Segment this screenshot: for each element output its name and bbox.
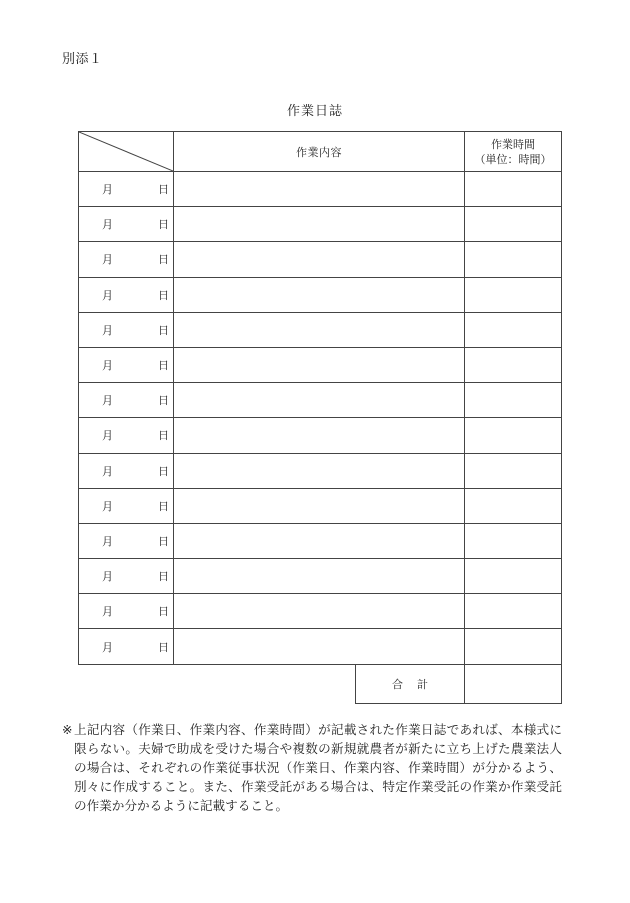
day-label: 日 xyxy=(158,534,169,548)
date-cell[interactable] xyxy=(79,488,174,523)
date-cell[interactable] xyxy=(79,242,174,277)
date-cell[interactable] xyxy=(79,277,174,312)
month-label: 月 xyxy=(102,359,113,373)
work-content-cell[interactable] xyxy=(174,277,465,312)
work-content-cell[interactable] xyxy=(174,594,465,629)
header-hours-unit: （単位：時間） xyxy=(474,152,552,166)
work-hours-cell[interactable] xyxy=(465,207,562,242)
diagonal-corner-cell xyxy=(79,132,174,172)
table-row xyxy=(79,418,562,453)
date-cell[interactable] xyxy=(79,383,174,418)
month-label: 月 xyxy=(102,570,113,584)
table-row xyxy=(79,172,562,207)
table-row xyxy=(79,488,562,523)
table-row xyxy=(79,312,562,347)
work-hours-cell[interactable] xyxy=(465,488,562,523)
note-text: 上記内容（作業日、作業内容、作業時間）が記載された作業日誌であれば、本様式に限らない。夫婦で助成を受けた場合や複数の新規就農者が新たに立ち上げた農業法人の場合は、それぞれの作業従事状況（作業日、作業内容、作業時間）が分かるよう、別々に作成すること。また、作業受託がある場合は、特定作業受託の作業か作業受託の作業か分かるように記載すること。 xyxy=(74,722,562,813)
month-label: 月 xyxy=(102,464,113,478)
work-hours-cell[interactable] xyxy=(465,453,562,488)
day-label: 日 xyxy=(158,464,169,478)
month-label: 月 xyxy=(102,183,113,197)
work-hours-cell[interactable] xyxy=(465,418,562,453)
work-hours-cell[interactable] xyxy=(465,312,562,347)
table-row xyxy=(79,559,562,594)
work-content-cell[interactable] xyxy=(174,523,465,558)
work-hours-cell[interactable] xyxy=(465,347,562,382)
month-label: 月 xyxy=(102,499,113,513)
month-label: 月 xyxy=(102,640,113,654)
month-label: 月 xyxy=(102,323,113,337)
day-label: 日 xyxy=(158,288,169,302)
work-hours-cell[interactable] xyxy=(465,277,562,312)
total-row xyxy=(79,664,562,703)
date-cell[interactable] xyxy=(79,207,174,242)
work-hours-cell[interactable] xyxy=(465,383,562,418)
work-content-cell[interactable] xyxy=(174,242,465,277)
day-label: 日 xyxy=(158,570,169,584)
table-row xyxy=(79,383,562,418)
note-mark: ※ xyxy=(62,722,73,737)
total-blank-cell xyxy=(79,664,356,703)
work-content-cell[interactable] xyxy=(174,172,465,207)
header-work-hours xyxy=(465,132,562,172)
table-row xyxy=(79,277,562,312)
diagonal-line xyxy=(79,132,173,171)
page-title: 作業日誌 xyxy=(286,104,343,119)
day-label: 日 xyxy=(158,183,169,197)
work-content-cell[interactable] xyxy=(174,629,465,664)
day-label: 日 xyxy=(158,218,169,232)
work-hours-cell[interactable] xyxy=(465,559,562,594)
attachment-label: 別添１ xyxy=(62,52,103,67)
work-content-cell[interactable] xyxy=(174,383,465,418)
date-cell[interactable] xyxy=(79,453,174,488)
header-hours-title: 作業時間 xyxy=(491,137,535,151)
date-cell[interactable] xyxy=(79,172,174,207)
date-cell[interactable] xyxy=(79,347,174,382)
date-cell[interactable] xyxy=(79,418,174,453)
work-content-cell[interactable] xyxy=(174,347,465,382)
work-content-cell[interactable] xyxy=(174,418,465,453)
header-work-content: 作業内容 xyxy=(174,132,465,172)
work-content-cell[interactable] xyxy=(174,312,465,347)
day-label: 日 xyxy=(158,323,169,337)
day-label: 日 xyxy=(158,429,169,443)
date-cell[interactable] xyxy=(79,523,174,558)
work-content-cell[interactable] xyxy=(174,559,465,594)
table-row xyxy=(79,242,562,277)
work-hours-cell[interactable] xyxy=(465,629,562,664)
month-label: 月 xyxy=(102,605,113,619)
month-label: 月 xyxy=(102,534,113,548)
month-label: 月 xyxy=(102,253,113,267)
work-hours-cell[interactable] xyxy=(465,242,562,277)
day-label: 日 xyxy=(158,499,169,513)
work-hours-cell[interactable] xyxy=(465,172,562,207)
date-cell[interactable] xyxy=(79,594,174,629)
date-cell[interactable] xyxy=(79,312,174,347)
day-label: 日 xyxy=(158,394,169,408)
day-label: 日 xyxy=(158,605,169,619)
table-row xyxy=(79,523,562,558)
day-label: 日 xyxy=(158,640,169,654)
table-row xyxy=(79,453,562,488)
month-label: 月 xyxy=(102,429,113,443)
table-row xyxy=(79,594,562,629)
total-label: 合計 xyxy=(356,664,465,703)
table-row xyxy=(79,347,562,382)
date-cell[interactable] xyxy=(79,629,174,664)
month-label: 月 xyxy=(102,218,113,232)
work-hours-cell[interactable] xyxy=(465,594,562,629)
date-cell[interactable] xyxy=(79,559,174,594)
table-row xyxy=(79,207,562,242)
work-log-table xyxy=(78,131,562,704)
footnote xyxy=(62,720,562,815)
table-header-row xyxy=(79,132,562,172)
day-label: 日 xyxy=(158,359,169,373)
work-content-cell[interactable] xyxy=(174,207,465,242)
table-row xyxy=(79,629,562,664)
work-hours-cell[interactable] xyxy=(465,523,562,558)
day-label: 日 xyxy=(158,253,169,267)
month-label: 月 xyxy=(102,394,113,408)
work-content-cell[interactable] xyxy=(174,453,465,488)
total-hours-cell[interactable] xyxy=(465,664,562,703)
work-content-cell[interactable] xyxy=(174,488,465,523)
month-label: 月 xyxy=(102,288,113,302)
